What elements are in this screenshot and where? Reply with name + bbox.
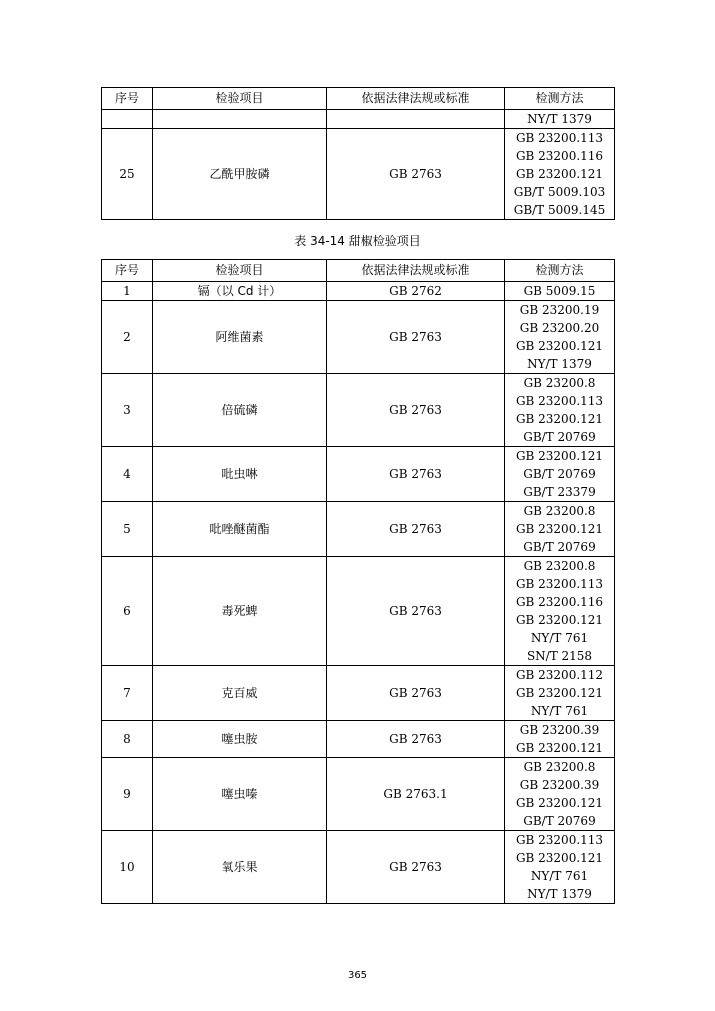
test-method: GB 23200.8	[523, 376, 596, 390]
inspection-item: 阿维菌素	[153, 301, 327, 374]
row-number: 25	[102, 129, 153, 220]
test-method: GB 23200.113	[515, 394, 604, 408]
row-number: 8	[102, 721, 153, 758]
method-cell	[505, 374, 615, 447]
test-method: GB 23200.121	[515, 522, 604, 536]
table-body	[102, 282, 615, 904]
test-method: SN/T 2158	[526, 649, 593, 663]
method-cell	[505, 721, 615, 758]
test-method: NY/T 761	[530, 704, 589, 718]
test-method: GB 23200.121	[515, 741, 604, 755]
header-method: 检测方法	[505, 260, 615, 282]
row-number: 3	[102, 374, 153, 447]
standard-basis: GB 2763	[327, 129, 505, 220]
test-method: GB/T 20769	[523, 540, 596, 554]
header-no: 序号	[102, 260, 153, 282]
table-header-row	[102, 260, 615, 282]
table-row	[102, 502, 615, 557]
standard-basis: GB 2763	[327, 666, 505, 721]
page-number: 365	[347, 970, 368, 981]
test-method: GB/T 5009.145	[513, 203, 606, 217]
header-item: 检验项目	[153, 88, 327, 110]
test-method: GB/T 20769	[523, 467, 596, 481]
header-standard: 依据法律法规或标准	[327, 88, 505, 110]
test-method: NY/T 1379	[527, 112, 592, 126]
standard-basis: GB 2763	[327, 721, 505, 758]
standard-basis: GB 2763	[327, 557, 505, 666]
standard-basis: GB 2763.1	[327, 758, 505, 831]
method-cell	[505, 502, 615, 557]
table-row	[102, 282, 615, 301]
inspection-item: 噻虫胺	[153, 721, 327, 758]
test-method: GB 23200.113	[515, 131, 604, 145]
test-method: GB 23200.121	[515, 339, 604, 353]
test-method: GB 23200.121	[515, 686, 604, 700]
row-number: 6	[102, 557, 153, 666]
table-row	[102, 557, 615, 666]
test-method: GB/T 20769	[523, 430, 596, 444]
method-cell	[505, 282, 615, 301]
test-method: GB 23200.121	[515, 613, 604, 627]
method-cell	[505, 110, 615, 129]
test-method: GB 23200.121	[515, 412, 604, 426]
table-row	[102, 758, 615, 831]
inspection-item: 克百威	[153, 666, 327, 721]
inspection-item: 镉（以 Cd 计）	[153, 282, 327, 301]
test-method: GB 23200.121	[515, 796, 604, 810]
test-method: GB 23200.20	[519, 321, 600, 335]
method-cell	[505, 557, 615, 666]
method-cell	[505, 447, 615, 502]
test-method: GB 23200.121	[515, 167, 604, 181]
test-method: GB 23200.8	[523, 559, 596, 573]
test-method: GB/T 20769	[523, 814, 596, 828]
test-method: GB 23200.121	[515, 851, 604, 865]
row-number: 1	[102, 282, 153, 301]
test-method: GB 23200.121	[515, 449, 604, 463]
test-method: GB 23200.8	[523, 504, 596, 518]
standard-basis	[327, 110, 505, 129]
row-number: 4	[102, 447, 153, 502]
inspection-item: 毒死蜱	[153, 557, 327, 666]
test-method: GB 23200.8	[523, 760, 596, 774]
method-cell	[505, 831, 615, 904]
standard-basis: GB 2763	[327, 831, 505, 904]
inspection-item: 乙酰甲胺磷	[153, 129, 327, 220]
test-method: GB 23200.116	[515, 149, 604, 163]
header-item: 检验项目	[153, 260, 327, 282]
sweet-pepper-inspection-table	[101, 259, 615, 904]
standard-basis: GB 2763	[327, 374, 505, 447]
inspection-item: 倍硫磷	[153, 374, 327, 447]
header-standard: 依据法律法规或标准	[327, 260, 505, 282]
table-row	[102, 831, 615, 904]
standard-basis: GB 2763	[327, 301, 505, 374]
standard-basis: GB 2763	[327, 502, 505, 557]
table-body	[102, 110, 615, 220]
table-row	[102, 110, 615, 129]
test-method: GB 23200.112	[515, 668, 604, 682]
standard-basis: GB 2762	[327, 282, 505, 301]
row-number	[102, 110, 153, 129]
header-method: 检测方法	[505, 88, 615, 110]
inspection-item: 吡虫啉	[153, 447, 327, 502]
test-method: NY/T 1379	[527, 887, 592, 901]
test-method: GB 23200.113	[515, 833, 604, 847]
row-number: 9	[102, 758, 153, 831]
inspection-item: 噻虫嗪	[153, 758, 327, 831]
method-cell	[505, 129, 615, 220]
table-caption: 表 34-14 甜椒检验项目	[294, 234, 421, 248]
test-method: GB 23200.39	[519, 778, 600, 792]
table-row	[102, 721, 615, 758]
row-number: 10	[102, 831, 153, 904]
table-row	[102, 666, 615, 721]
method-cell	[505, 301, 615, 374]
table-row	[102, 374, 615, 447]
inspection-item: 氧乐果	[153, 831, 327, 904]
header-no: 序号	[102, 88, 153, 110]
standard-basis: GB 2763	[327, 447, 505, 502]
row-number: 7	[102, 666, 153, 721]
table-row	[102, 447, 615, 502]
test-method: NY/T 761	[530, 631, 589, 645]
table-row	[102, 129, 615, 220]
test-method: GB 23200.113	[515, 577, 604, 591]
test-method: GB 23200.39	[519, 723, 600, 737]
inspection-table-continued	[101, 87, 615, 220]
test-method: GB/T 5009.103	[513, 185, 606, 199]
inspection-item	[153, 110, 327, 129]
method-cell	[505, 758, 615, 831]
method-cell	[505, 666, 615, 721]
inspection-item: 吡唑醚菌酯	[153, 502, 327, 557]
test-method: GB/T 23379	[523, 485, 596, 499]
row-number: 2	[102, 301, 153, 374]
test-method: GB 23200.19	[519, 303, 600, 317]
test-method: NY/T 761	[530, 869, 589, 883]
table-row	[102, 301, 615, 374]
row-number: 5	[102, 502, 153, 557]
table-header-row	[102, 88, 615, 110]
test-method: GB 23200.116	[515, 595, 604, 609]
test-method: NY/T 1379	[527, 357, 592, 371]
test-method: GB 5009.15	[523, 284, 596, 298]
